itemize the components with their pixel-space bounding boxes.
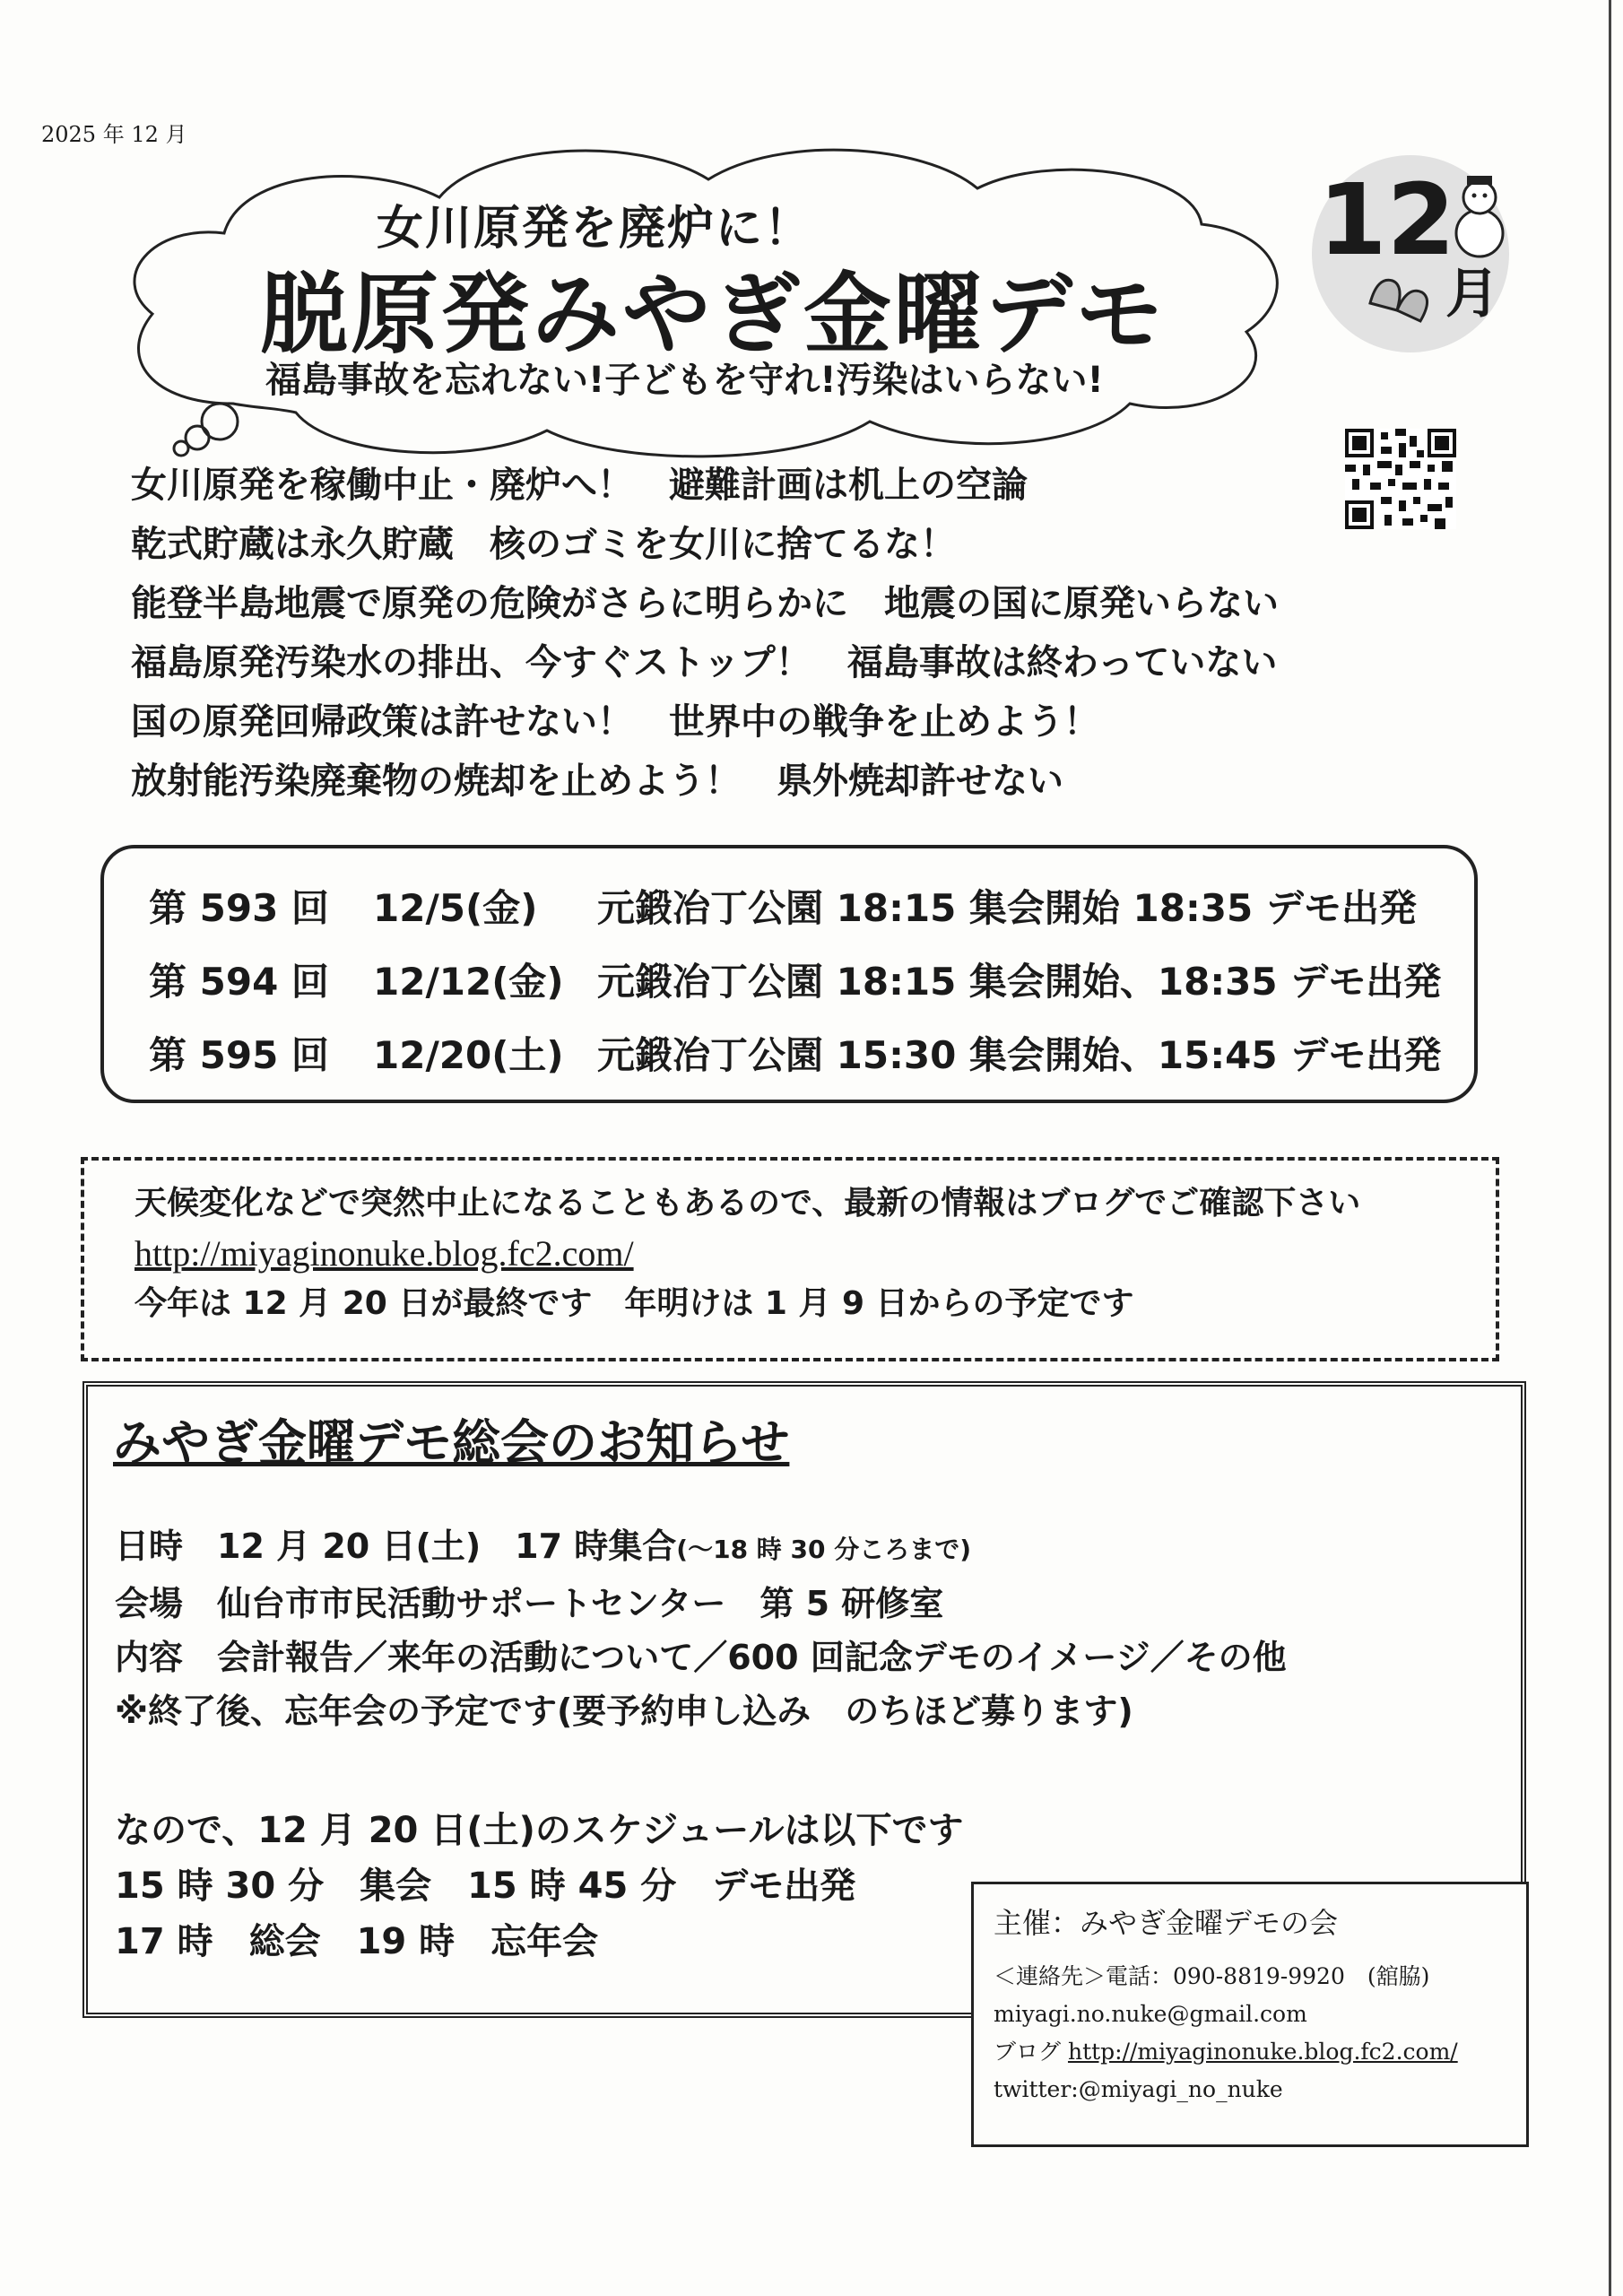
schedule-round: 第 594 回: [149, 960, 329, 1004]
meeting-datetime-note: (～18 時 30 分ころまで): [676, 1535, 972, 1564]
schedule-row: [149, 872, 1474, 945]
demo-schedule: [100, 845, 1478, 1103]
contact-phone: ＜連絡先＞電話：090-8819-9920 (舘脇): [994, 1963, 1430, 1989]
schedule-round: 第 593 回: [149, 886, 329, 930]
blog-link[interactable]: http://miyaginonuke.blog.fc2.com/: [135, 1233, 634, 1274]
schedule-date: 12/20(土): [373, 1033, 564, 1077]
blog-label: ブログ: [994, 2039, 1062, 2065]
organizer: 主催：みやぎ金曜デモの会: [994, 1906, 1339, 1940]
contact-blog: [994, 2033, 1526, 2071]
page-edge: [1609, 0, 1611, 2296]
slogan-list: [131, 456, 1279, 811]
schedule-round: 第 595 回: [149, 1033, 329, 1077]
day-schedule-line: 17 時 総会 19 時 忘年会: [115, 1921, 599, 1962]
header-title: 脱原発みやぎ金曜デモ: [260, 264, 1167, 366]
meeting-content: 内容 会計報告／来年の活動について／600 回記念デモのイメージ／その他: [115, 1638, 1287, 1677]
contact-blog-link[interactable]: http://miyaginonuke.blog.fc2.com/: [1067, 2039, 1458, 2065]
meeting-day-schedule: [115, 1803, 963, 1970]
meeting-note: ※終了後、忘年会の予定です(要予約申し込み のちほど募ります): [115, 1692, 1133, 1731]
header-tagline: 福島事故を忘れない!子どもを守れ!汚染はいらない!: [265, 360, 1104, 401]
notice-text: 天候変化などで突然中止になることもあるので、最新の情報はブログでご確認下さい: [135, 1185, 1361, 1222]
day-schedule-intro: なので、12 月 20 日(土)のスケジュールは以下です: [115, 1810, 964, 1851]
meeting-datetime-text: 日時 12 月 20 日(土) 17 時集合: [115, 1526, 677, 1566]
month-number: 12: [1318, 162, 1456, 277]
schedule-detail: 元鍛冶丁公園 18:15 集会開始、18:35 デモ出発: [597, 960, 1442, 1004]
day-schedule-line: 15 時 30 分 集会 15 時 45 分 デモ出発: [115, 1866, 856, 1907]
schedule-detail: 元鍛冶丁公園 18:15 集会開始 18:35 デモ出発: [597, 886, 1417, 930]
slogan-line: 能登半島地震で原発の危険がさらに明らかに 地震の国に原発いらない: [131, 583, 1279, 624]
issue-date: 2025 年 12 月: [41, 122, 187, 147]
schedule-date: 12/5(金): [373, 886, 538, 930]
header-subtitle: 女川原発を廃炉に！: [377, 202, 813, 256]
meeting-details: [115, 1519, 1287, 1738]
slogan-line: 国の原発回帰政策は許せない！ 世界中の戦争を止めよう！: [131, 701, 1099, 743]
slogan-line: 乾式貯蔵は永久貯蔵 核のゴミを女川に捨てるな！: [131, 524, 956, 565]
meeting-title: みやぎ金曜デモ総会のお知らせ: [113, 1414, 790, 1471]
slogan-line: 女川原発を稼働中止・廃炉へ！ 避難計画は机上の空論: [131, 465, 1028, 506]
slogan-line: 福島原発汚染水の排出、今すぐストップ！ 福島事故は終わっていない: [131, 642, 1278, 683]
schedule-date: 12/12(金): [373, 960, 564, 1004]
schedule-row: [149, 945, 1474, 1019]
notice-box: [81, 1157, 1499, 1361]
contact-twitter[interactable]: twitter:@miyagi_no_nuke: [994, 2076, 1283, 2102]
qr-code: [1345, 429, 1456, 529]
meeting-datetime: [115, 1519, 1287, 1577]
contact-box: [971, 1882, 1529, 2147]
schedule-row: [149, 1019, 1474, 1092]
schedule-detail: 元鍛冶丁公園 15:30 集会開始、15:45 デモ出発: [597, 1033, 1442, 1077]
notice-final-date: 今年は 12 月 20 日が最終です 年明けは 1 月 9 日からの予定です: [135, 1285, 1134, 1322]
slogan-line: 放射能汚染廃棄物の焼却を止めよう！ 県外焼却許せない: [131, 761, 1063, 802]
contact-email[interactable]: miyagi.no.nuke@gmail.com: [994, 2001, 1307, 2027]
month-kanji: 月: [1445, 263, 1499, 326]
meeting-venue: 会場 仙台市市民活動サポートセンター 第 5 研修室: [115, 1584, 944, 1623]
